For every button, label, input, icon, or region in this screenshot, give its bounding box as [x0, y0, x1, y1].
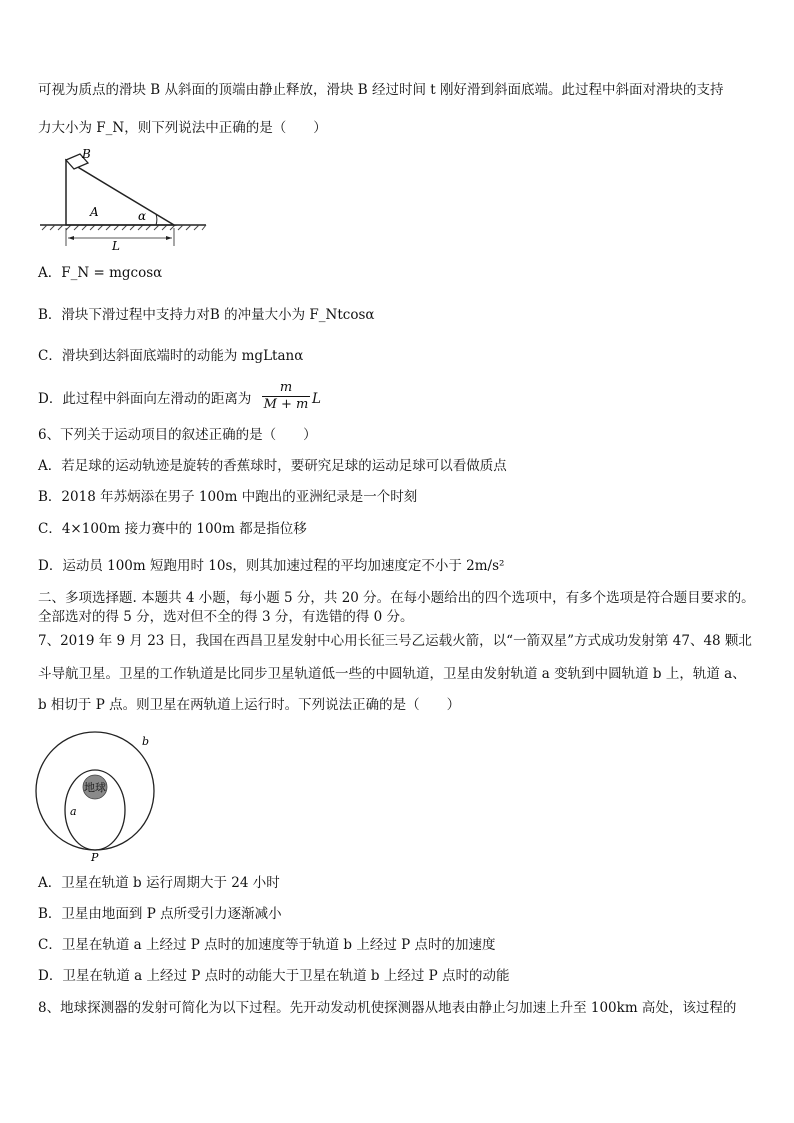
q8-stem-line1: 8、地球探测器的发射可简化为以下过程。先开动发动机使探测器从地表由静止匀加速上升至 100km 高处，该过程的 — [38, 1000, 737, 1016]
label-l: L — [112, 239, 120, 253]
q5-option-d-fraction — [262, 380, 310, 413]
q5-stem-line1: 可视为质点的滑块 B 从斜面的顶端由静止释放，滑块 B 经过时间 t 刚好滑到斜面底端。此过程中斜面对滑块的支持 — [38, 82, 724, 98]
fraction-tail: L — [312, 391, 321, 407]
q6-option-a: A．若足球的运动轨迹是旋转的香蕉球时，要研究足球的运动足球可以看做质点 — [38, 458, 507, 474]
fraction-denominator: M + m — [263, 397, 309, 412]
label-b: B — [82, 148, 91, 161]
q7-stem-line1: 7、2019 年 9 月 23 日，我国在西昌卫星发射中心用长征三号乙运载火箭，以“一箭双星”方式成功发射第 47、48 颗北 — [38, 633, 752, 649]
incline-figure — [38, 148, 218, 254]
label-orbit-b: b — [142, 735, 150, 748]
earth-label: 地球 — [84, 781, 106, 794]
q6-option-c: C．4×100m 接力赛中的 100m 都是指位移 — [38, 521, 307, 537]
q7-option-b: B．卫星由地面到 P 点所受引力逐渐减小 — [38, 906, 282, 922]
q5-stem-line2: 力大小为 F_N，则下列说法中正确的是（ ） — [38, 120, 327, 136]
fraction-numerator: m — [279, 380, 293, 395]
q7-option-a: A．卫星在轨道 b 运行周期大于 24 小时 — [38, 875, 280, 891]
label-point-p: P — [91, 851, 99, 864]
q6-option-d: D．运动员 100m 短跑用时 10s，则其加速过程的平均加速度定不小于 2m/s² — [38, 558, 505, 574]
label-a: A — [90, 205, 99, 219]
q5-option-a: A．F_N = mgcosα — [38, 265, 163, 281]
q7-option-d: D．卫星在轨道 a 上经过 P 点时的动能大于卫星在轨道 b 上经过 P 点时的动能 — [38, 968, 510, 984]
section2-line2: 全部选对的得 5 分，选对但不全的得 3 分，有选错的得 0 分。 — [38, 609, 414, 625]
q6-stem: 6、下列关于运动项目的叙述正确的是（ ） — [38, 427, 317, 443]
section2-line1: 二、多项选择题. 本题共 4 小题，每小题 5 分，共 20 分。在每小题给出的四个选项中，有多个选项是符合题目要求的。 — [38, 590, 755, 606]
q7-stem-line3: b 相切于 P 点。则卫星在两轨道上运行时。下列说法正确的是（ ） — [38, 697, 461, 713]
q5-option-d: D．此过程中斜面向左滑动的距离为 — [38, 391, 252, 407]
incline-wedge — [66, 160, 174, 225]
q5-option-b: B．滑块下滑过程中支持力对B 的冲量大小为 F_Ntcosα — [38, 307, 375, 323]
q6-option-b: B．2018 年苏炳添在男子 100m 中跑出的亚洲纪录是一个时刻 — [38, 489, 418, 505]
label-alpha: α — [138, 209, 147, 223]
label-orbit-a: a — [70, 805, 77, 818]
q7-option-c: C．卫星在轨道 a 上经过 P 点时的加速度等于轨道 b 上经过 P 点时的加速度 — [38, 937, 496, 953]
q5-option-c: C．滑块到达斜面底端时的动能为 mgLtanα — [38, 348, 304, 364]
orbit-figure — [34, 728, 164, 864]
q7-stem-line2: 斗导航卫星。卫星的工作轨道是比同步卫星轨道低一些的中圆轨道，卫星由发射轨道 a 变轨到中圆轨道 b 上，轨道 a、 — [38, 666, 746, 682]
